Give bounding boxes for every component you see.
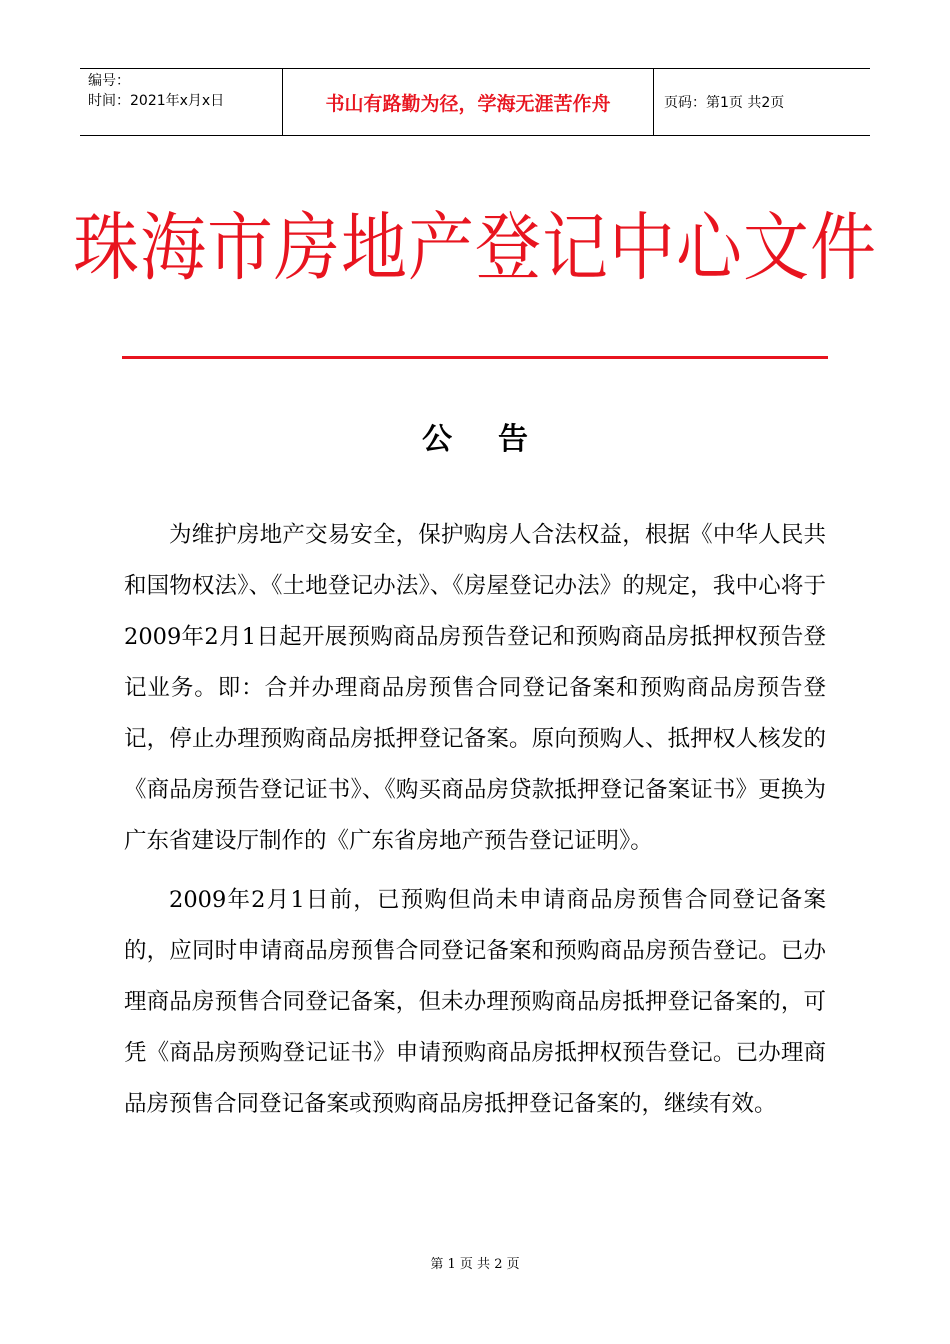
red-divider-line <box>122 356 828 359</box>
header-meta-cell <box>80 69 282 135</box>
header-time-label: 时间：2021年x月x日 <box>88 93 225 109</box>
body-paragraph-2: 2009年2月1日前，已预购但尚未申请商品房预售合同登记备案的，应同时申请商品房预售合同登记备案和预购商品房预告登记。已办理商品房预售合同登记备案，但未办理预购商品房抵押登记备案的，可凭《商品房预购登记证书》申请预购商品房抵押权预告登记。已办理商品房预售合同登记备案或预购商品房抵押登记备案的，继续有效。 <box>124 887 826 1117</box>
notice-title: 公告 <box>422 422 574 457</box>
document-header-table <box>80 68 870 136</box>
header-number-label: 编号： <box>88 73 130 89</box>
page-footer: 第 1 页 共 2 页 <box>430 1257 520 1272</box>
body-paragraph-1: 为维护房地产交易安全，保护购房人合法权益，根据《中华人民共和国物权法》、《土地登记办法》、《房屋登记办法》的规定，我中心将于2009年2月1日起开展预购商品房预告登记和预购商品房抵押权预告登记业务。即：合并办理商品房预售合同登记备案和预购商品房预告登记，停止办理预购商品房抵押登记备案。原向预购人、抵押权人核发的《商品房预告登记证书》、《购买商品房贷款抵押登记备案证书》更换为广东省建设厅制作的《广东省房地产预告登记证明》。 <box>124 522 826 854</box>
header-page-info: 页码：第1页 共2页 <box>664 95 785 111</box>
header-motto: 书山有路勤为径，学海无涯苦作舟 <box>282 69 654 135</box>
notice-body <box>124 510 826 1138</box>
issuer-title: 珠海市房地产登记中心文件 <box>73 204 877 292</box>
